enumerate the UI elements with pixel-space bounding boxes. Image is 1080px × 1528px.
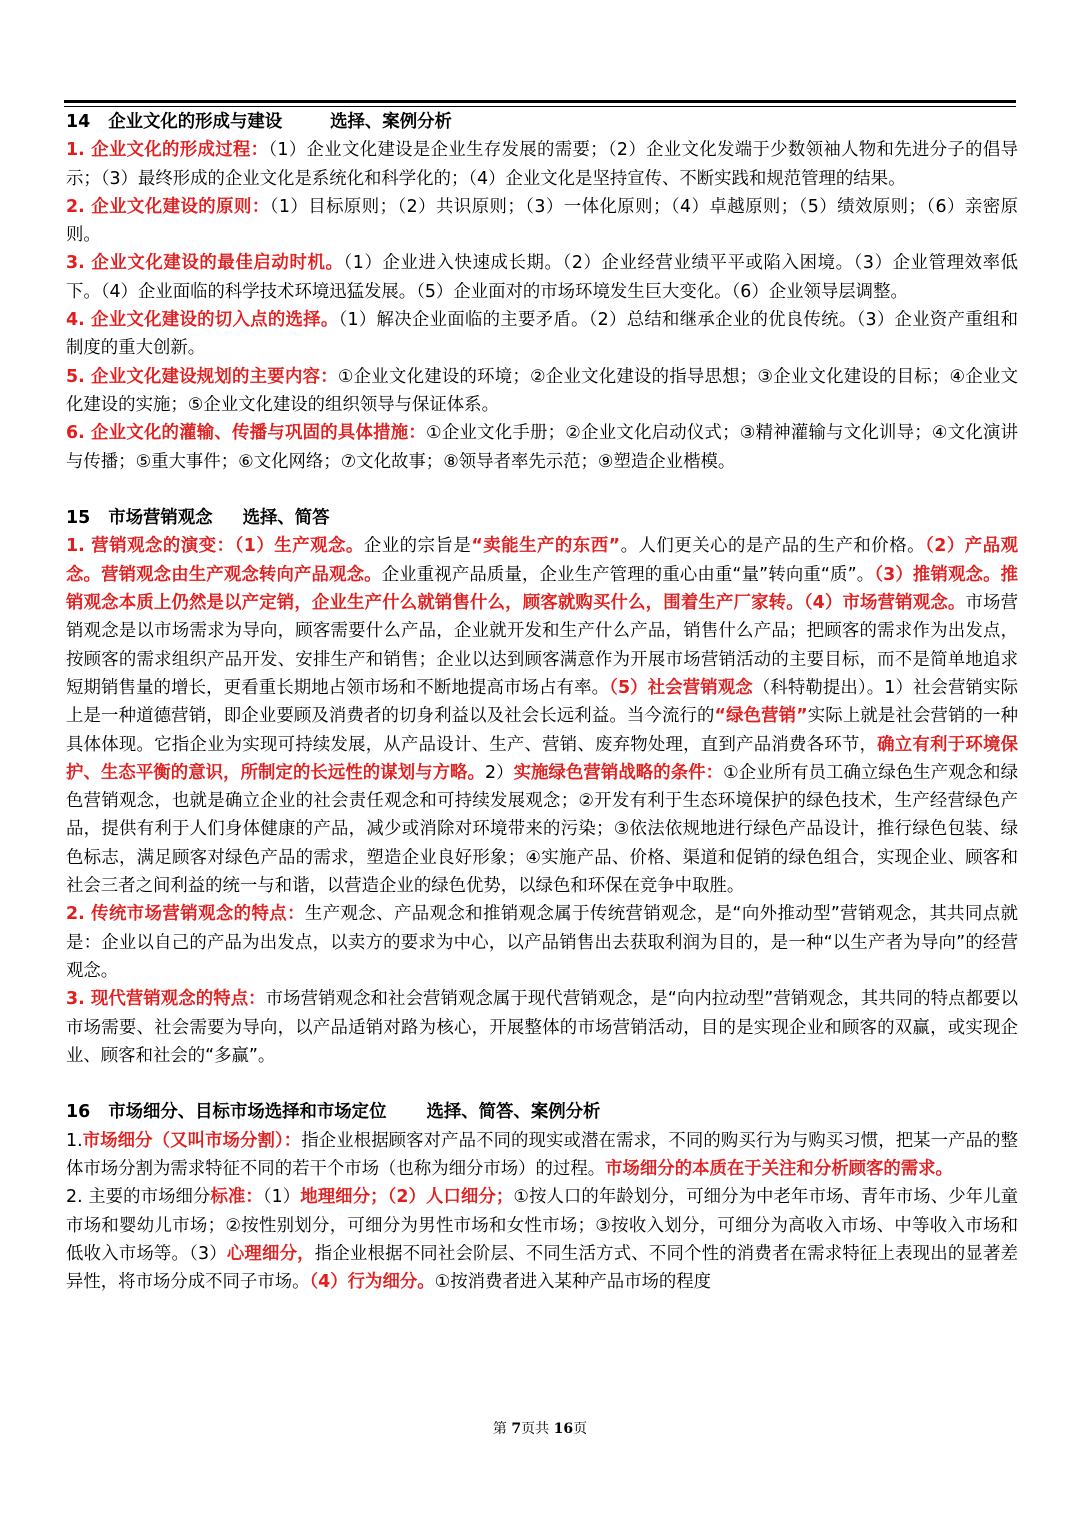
section-16-paragraph-1: 1.市场细分（又叫市场分割）：指企业根据顾客对产品不同的现实或潜在需求，不同的购买行为与购买习惯，把某一产品的整体市场分割为需求特征不同的若干个市场（也称为细分市场）的过程。市场细分的本质在于关注和分析顾客的需求。 [66,1130,1018,1179]
section-title: 市场营销观念 [108,508,213,529]
section-14-item: 1. 企业文化的形成过程：（1）企业文化建设是企业生存发展的需要；（2）企业文化发端于少数领袖人物和先进分子的倡导示；（3）最终形成的企业文化是系统化和科学化的；（4）企业文化是坚持宣传、不断实践和规范管理的结果。 [66,140,1019,189]
section-title: 市场细分、目标市场选择和市场定位 [108,1102,387,1123]
section-14-item: 4. 企业文化建设的切入点的选择。（1）解决企业面临的主要矛盾。（2）总结和继承企业的优良传统。（3）企业资产重组和制度的重大创新。 [66,310,1018,359]
page-footer: 第 7页共 16页 [492,1421,588,1437]
header-rule-thin [64,106,1016,107]
section-14-item: 3. 企业文化建设的最佳启动时机。（1）企业进入快速成长期。（2）企业经营业绩平平或陷入困境。（3）企业管理效率低下。（4）企业面临的科学技术环境迅猛发展。（5）企业面对的市场环境发生巨大变化。（6）企业领导层调整。 [66,253,1018,302]
section-question-types: 选择、简答 [242,508,330,529]
section-14-item: 5. 企业文化建设规划的主要内容：①企业文化建设的环境；②企业文化建设的指导思想；③企业文化建设的目标；④企业文化建设的实施；⑤企业文化建设的组织领导与保证体系。 [66,366,1019,415]
section-number: 16 [66,1102,91,1123]
current-page-number: 7 [511,1421,522,1437]
header-rule-thick [64,100,1016,103]
page-content [66,108,1018,1296]
section-15-paragraph-3: 3. 现代营销观念的特点：市场营销观念和社会营销观念属于现代营销观念，是“向内拉动型”营销观念，其共同的特点都要以市场需要、社会需要为导向，以产品适销对路为核心，开展整体的市场营销活动，目的是实现企业和顾客的双赢，或实现企业、顾客和社会的“多赢”。 [66,989,1018,1066]
section-question-types: 选择、案例分析 [330,112,452,132]
section-16-paragraph-2: 2. 主要的市场细分标准：（1）地理细分；（2）人口细分；①按人口的年龄划分，可细分为中老年市场、青年市场、少年儿童市场和婴幼儿市场；②按性别划分，可细分为男性市场和女性市场；③按收入划分，可细分为高收入市场、中等收入市场和低收入市场等。（3）心理细分，指企业根据不同社会阶层、不同生活方式、不同个性的消费者在需求特征上表现出的显著差异性，将市场分成不同子市场。（4）行为细分。①按消费者进入某种产品市场的程度 [66,1187,1018,1293]
section-15-paragraph-1: 1. 营销观念的演变：（1）生产观念。企业的宗旨是“卖能生产的东西”。人们更关心的是产品的生产和价格。（2）产品观念。营销观念由生产观念转向产品观念。企业重视产品质量，企业生产管理的重心由重“量”转向重“质”。（3）推销观念。推销观念本质上仍然是以产定销，企业生产什么就销售什么，顾客就购买什么，围着生产厂家转。（4）市场营销观念。市场营销观念是以市场需求为导向，顾客需要什么产品，企业就开发和生产什么产品，销售什么产品；把顾客的需求作为出发点，按顾客的需求组织产品开发、安排生产和销售；企业以达到顾客满意作为开展市场营销活动的主要目标，而不是简单地追求短期销售量的增长，更看重长期地占领市场和不断地提高市场占有率。（5）社会营销观念（科特勒提出）。1）社会营销实际上是一种道德营销，即企业要顾及消费者的切身利益以及社会长远利益。当今流行的“绿色营销”实际上就是社会营销的一种具体体现。它指企业为实现可持续发展，从产品设计、生产、营销、废弃物处理，直到产品消费各环节，确立有利于环境保护、生态平衡的意识，所制定的长远性的谋划与方略。2）实施绿色营销战略的条件：①企业所有员工确立绿色生产观念和绿色营销观念，也就是确立企业的社会责任观念和可持续发展观念；②开发有利于生态环境保护的绿色技术，生产经营绿色产品，提供有利于人们身体健康的产品，减少或消除对环境带来的污染；③依法依规地进行绿色产品设计，推行绿色包装、绿色标志，满足顾客对绿色产品的需求，塑造企业良好形象；④实施产品、价格、渠道和促销的绿色组合，实现企业、顾客和社会三者之间利益的统一与和谐，以营造企业的绿色优势，以绿色和环保在竞争中取胜。 [66,536,1018,897]
section-14-heading [66,108,1018,136]
section-14-item: 6. 企业文化的灌输、传播与巩固的具体措施：①企业文化手册；②企业文化启动仪式；③精神灌输与文化训导；④文化演讲与传播；⑤重大事件；⑥文化网络；⑦文化故事；⑧领导者率先示范；⑨塑造企业楷模。 [66,423,1019,472]
section-number: 15 [66,508,91,529]
section-16-heading [66,1098,1018,1126]
section-14-item: 2. 企业文化建设的原则：（1）目标原则；（2）共识原则；（3）一体化原则；（4）卓越原则；（5）绩效原则；（6）亲密原则。 [66,196,1018,246]
section-question-types: 选择、简答、案例分析 [426,1102,601,1123]
section-15-heading [66,504,1018,532]
total-page-count: 16 [553,1421,574,1437]
section-title: 企业文化的形成与建设 [108,112,283,132]
section-number: 14 [66,112,91,132]
section-15-paragraph-2: 2. 传统市场营销观念的特点：生产观念、产品观念和推销观念属于传统营销观念，是“向外推动型”营销观念，其共同点就是：企业以自己的产品为出发点，以卖方的要求为中心，以产品销售出去获取利润为目的，是一种“以生产者为导向”的经营观念。 [66,904,1018,981]
